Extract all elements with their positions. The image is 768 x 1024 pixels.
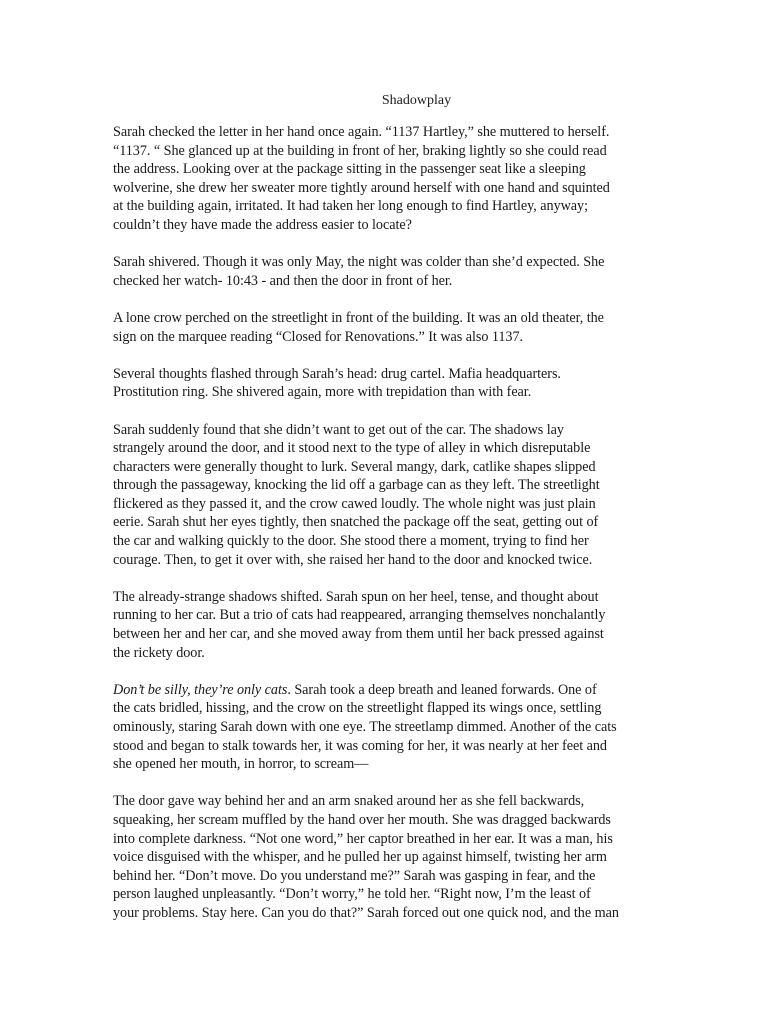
text-line: characters were generally thought to lurk. Several mangy, dark, catlike shapes slipped <box>113 458 596 475</box>
paragraph-7 <box>113 681 738 774</box>
text-line: Sarah shivered. Though it was only May, the night was colder than she’d expected. She <box>113 254 605 271</box>
text-line-rest: . Sarah took a deep breath and leaned forwards. One of <box>287 681 597 698</box>
text-line: ominously, staring Sarah down with one eye. The streetlamp dimmed. Another of the cats <box>113 719 617 735</box>
paragraph-2 <box>113 253 738 290</box>
text-line: sign on the marquee reading “Closed for Renovations.” It was also 1137. <box>113 328 524 345</box>
italic-thought: Don’t be silly, they’re only cats <box>113 681 288 698</box>
text-line: squeaking, her scream muffled by the hand over her mouth. She was dragged backwards <box>113 811 611 828</box>
text-line: she opened her mouth, in horror, to scream— <box>113 756 369 773</box>
text-line: the car and walking quickly to the door. She stood there a moment, trying to find her <box>113 533 589 550</box>
text-line: Prostitution ring. She shivered again, more with trepidation than with fear. <box>113 384 532 401</box>
text-line: into complete darkness. “Not one word,” her captor breathed in her ear. It was a man, his <box>113 830 613 847</box>
paragraph-1 <box>113 123 738 235</box>
text-line: Several thoughts flashed through Sarah’s head: drug cartel. Mafia headquarters. <box>113 365 561 382</box>
text-line: your problems. Stay here. Can you do that?” Sarah forced out one quick nod, and the man <box>113 904 619 921</box>
text-line: person laughed unpleasantly. “Don’t worry,” he told her. “Right now, I’m the least of <box>113 886 591 903</box>
paragraph-4 <box>113 365 738 402</box>
text-line: eerie. Sarah shut her eyes tightly, then snatched the package off the seat, getting out of <box>113 514 599 531</box>
text-line: the address. Looking over at the package sitting in the passenger seat like a sleeping <box>113 161 586 178</box>
text-line: the cats bridled, hissing, and the crow on the streetlight flapped its wings once, settling <box>113 700 602 717</box>
text-line: wolverine, she drew her sweater more tightly around herself with one hand and squinted <box>113 179 610 196</box>
paragraph-6 <box>113 588 738 662</box>
text-line: stood and began to stalk towards her, it was coming for her, it was nearly at her feet and <box>113 737 607 754</box>
text-line: strangely around the door, and it stood next to the type of alley in which disreputable <box>113 440 591 457</box>
text-line: The already-strange shadows shifted. Sarah spun on her heel, tense, and thought about <box>113 588 599 605</box>
text-line-first <box>113 681 738 700</box>
text-line: flickered as they passed it, and the crow cawed loudly. The whole night was just plain <box>113 495 596 512</box>
text-line: the rickety door. <box>113 644 205 661</box>
text-line: running to her car. But a trio of cats had reappeared, arranging themselves nonchalantly <box>113 607 606 624</box>
text-line: A lone crow perched on the streetlight in front of the building. It was an old theater, the <box>113 309 604 326</box>
text-line: courage. Then, to get it over with, she raised her hand to the door and knocked twice. <box>113 551 593 568</box>
text-line: Sarah suddenly found that she didn’t want to get out of the car. The shadows lay <box>113 421 564 438</box>
text-line: behind her. “Don’t move. Do you understand me?” Sarah was gasping in fear, and the <box>113 867 596 884</box>
document-title: Shadowplay <box>381 93 452 108</box>
paragraph-5 <box>113 421 738 570</box>
text-line: “1137. “ She glanced up at the building in front of her, braking lightly so she could read <box>113 142 607 159</box>
text-line: voice disguised with the whisper, and he pulled her up against himself, twisting her arm <box>113 849 607 866</box>
text-line: checked her watch- 10:43 - and then the door in front of her. <box>113 272 453 289</box>
text-line: couldn’t they have made the address easier to locate? <box>113 216 412 233</box>
paragraph-3 <box>113 309 738 346</box>
text-line: between her and her car, and she moved away from them until her back pressed against <box>113 626 604 643</box>
paragraph-8 <box>113 792 738 922</box>
text-line: Sarah checked the letter in her hand once again. “1137 Hartley,” she muttered to herself. <box>113 124 610 140</box>
text-line: at the building again, irritated. It had taken her long enough to find Hartley, anyway; <box>113 198 588 215</box>
text-line: The door gave way behind her and an arm snaked around her as she fell backwards, <box>113 793 585 810</box>
text-line: through the passageway, knocking the lid off a garbage can as they left. The streetlight <box>113 477 600 494</box>
